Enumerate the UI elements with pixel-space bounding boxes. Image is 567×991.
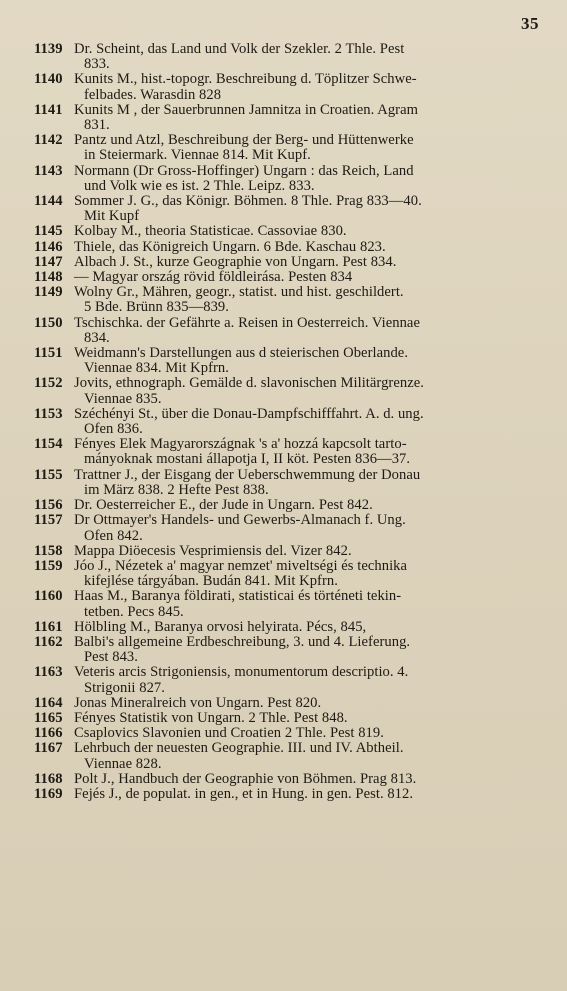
entry-number: 1143 <box>34 162 63 179</box>
entry-number: 1149 <box>34 284 63 301</box>
catalog-entry <box>34 741 541 771</box>
entry-line: Weidmann's Darstellungen aus d steierischen Oberlande. <box>74 345 409 362</box>
entry-number: 1139 <box>34 41 63 57</box>
entry-number: 1157 <box>34 512 63 529</box>
entry-text <box>74 376 541 406</box>
catalog-entry <box>34 194 541 224</box>
entry-line: Fényes Statistik von Ungarn. 2 Thle. Pest 848. <box>74 709 348 726</box>
entry-continuation-line: 834. <box>84 329 110 346</box>
entry-line: Fejés J., de populat. in gen., et in Hung. in gen. Pest. 812. <box>74 785 414 802</box>
entry-line: Dr Ottmayer's Handels- und Gewerbs-Almanach f. Ung. <box>74 512 406 529</box>
entry-text <box>74 164 541 194</box>
catalog-entry <box>34 726 541 741</box>
catalog-entry <box>34 72 541 102</box>
entry-text <box>74 316 541 346</box>
entry-text <box>74 726 541 741</box>
catalog-entry <box>34 772 541 787</box>
entry-continuation-line: Viennae 828. <box>84 755 162 772</box>
entry-continuation-line: 833. <box>84 56 110 73</box>
entry-continuation-line: tetben. Pecs 845. <box>84 603 184 620</box>
catalog-entry <box>34 437 541 467</box>
entry-number: 1158 <box>34 542 63 559</box>
entry-number: 1141 <box>34 101 63 118</box>
entry-continuation-line: 831. <box>84 117 110 134</box>
entry-number: 1146 <box>34 238 63 255</box>
entry-text <box>74 559 541 589</box>
entry-number: 1166 <box>34 725 63 742</box>
entry-number: 1160 <box>34 588 63 605</box>
entry-line: Dr. Scheint, das Land und Volk der Szekler. 2 Thle. Pest <box>74 41 405 57</box>
catalog-entry <box>34 787 541 802</box>
entry-text <box>74 787 541 802</box>
entry-text <box>74 635 541 665</box>
page-number: 35 <box>521 14 539 33</box>
entry-text <box>74 255 541 270</box>
entry-continuation-line: kifejlése tárgyában. Budán 841. Mit Kpfrn. <box>84 573 338 590</box>
catalog-entry <box>34 133 541 163</box>
entry-number: 1156 <box>34 497 63 514</box>
entry-number: 1163 <box>34 664 63 681</box>
entry-text <box>74 133 541 163</box>
catalog-entry <box>34 285 541 315</box>
entry-number: 1162 <box>34 633 63 650</box>
entry-line: Sommer J. G., das Königr. Böhmen. 8 Thle. Prag 833—40. <box>74 193 422 210</box>
entry-continuation-line: Ofen 842. <box>84 527 143 544</box>
entry-number: 1169 <box>34 785 63 802</box>
entry-number: 1167 <box>34 740 63 757</box>
entry-line: Thiele, das Königreich Ungarn. 6 Bde. Kaschau 823. <box>74 238 386 255</box>
catalog-entry <box>34 255 541 270</box>
entry-continuation-line: in Steiermark. Viennae 814. Mit Kupf. <box>84 147 311 164</box>
entry-number: 1164 <box>34 694 63 711</box>
entry-text <box>74 346 541 376</box>
entry-text <box>74 103 541 133</box>
entry-continuation-line: Ofen 836. <box>84 421 143 438</box>
entry-text <box>74 741 541 771</box>
entry-number: 1153 <box>34 405 63 422</box>
entry-continuation-line: Mit Kupf <box>84 208 140 225</box>
entry-line: Veteris arcis Strigoniensis, monumentorum descriptio. 4. <box>74 664 409 681</box>
catalog-entry <box>34 559 541 589</box>
entry-continuation-line: Viennae 835. <box>84 390 162 407</box>
entry-text <box>74 437 541 467</box>
entry-continuation-line: 5 Bde. Brünn 835—839. <box>84 299 229 316</box>
entry-text <box>74 194 541 224</box>
entry-line: Kunits M , der Sauerbrunnen Jamnitza in Croatien. Agram <box>74 101 419 118</box>
entry-text <box>74 270 541 285</box>
entry-line: Lehrbuch der neuesten Geographie. III. und IV. Abtheil. <box>74 740 404 757</box>
entry-continuation-line: im März 838. 2 Hefte Pest 838. <box>84 481 269 498</box>
entry-line: Normann (Dr Gross-Hoffinger) Ungarn : das Reich, Land <box>74 162 414 179</box>
entry-line: Dr. Oesterreicher E., der Jude in Ungarn. Pest 842. <box>74 497 373 514</box>
entry-text <box>74 513 541 543</box>
entry-continuation-line: und Volk wie es ist. 2 Thle. Leipz. 833. <box>84 177 315 194</box>
catalog-entry <box>34 103 541 133</box>
entry-line: Széchényi St., über die Donau-Dampfschifffahrt. A. d. ung. <box>74 405 424 422</box>
entry-text <box>74 498 541 513</box>
catalog-entry <box>34 544 541 559</box>
entry-line: Wolny Gr., Mähren, geogr., statist. und hist. geschildert. <box>74 284 404 301</box>
entry-line: Jovits, ethnograph. Gemälde d. slavonischen Militärgrenze. <box>74 375 424 392</box>
catalog-entry <box>34 620 541 635</box>
entry-line: Polt J., Handbuch der Geographie von Böhmen. Prag 813. <box>74 770 417 787</box>
entry-number: 1161 <box>34 618 63 635</box>
entry-number: 1150 <box>34 314 63 331</box>
catalog-entry <box>34 316 541 346</box>
entry-line: Balbi's allgemeine Erdbeschreibung, 3. und 4. Lieferung. <box>74 633 411 650</box>
catalog-entry <box>34 407 541 437</box>
entry-line: Csaplovics Slavonien und Croatien 2 Thle. Pest 819. <box>74 725 384 742</box>
entry-text <box>74 72 541 102</box>
entry-number: 1159 <box>34 557 63 574</box>
entry-number: 1168 <box>34 770 63 787</box>
catalog-entry <box>34 498 541 513</box>
entry-text <box>74 407 541 437</box>
catalog-entry <box>34 635 541 665</box>
entry-number: 1151 <box>34 345 63 362</box>
catalog-entry <box>34 224 541 239</box>
entry-text <box>74 224 541 239</box>
entry-text <box>74 696 541 711</box>
entry-text <box>74 711 541 726</box>
catalog-entry <box>34 376 541 406</box>
entry-text <box>74 285 541 315</box>
catalog-entry <box>34 270 541 285</box>
entry-number: 1145 <box>34 223 63 240</box>
catalog-entry <box>34 164 541 194</box>
entry-number: 1147 <box>34 253 63 270</box>
catalog-entry <box>34 346 541 376</box>
catalog-entry <box>34 240 541 255</box>
entry-text <box>74 665 541 695</box>
entry-list <box>34 42 541 802</box>
entry-text <box>74 468 541 498</box>
catalog-entry <box>34 696 541 711</box>
entry-line: Fényes Elek Magyarországnak 's a' hozzá kapcsolt tarto- <box>74 436 407 453</box>
entry-line: Haas M., Baranya földirati, statisticai és történeti tekin- <box>74 588 402 605</box>
entry-line: Kolbay M., theoria Statisticae. Cassoviae 830. <box>74 223 347 240</box>
entry-number: 1148 <box>34 269 63 286</box>
catalog-entry <box>34 42 541 72</box>
entry-text <box>74 772 541 787</box>
entry-number: 1154 <box>34 436 63 453</box>
catalog-entry <box>34 665 541 695</box>
entry-line: Albach J. St., kurze Geographie von Ungarn. Pest 834. <box>74 253 397 270</box>
catalog-entry <box>34 711 541 726</box>
entry-number: 1140 <box>34 71 63 88</box>
entry-line: Trattner J., der Eisgang der Ueberschwemmung der Donau <box>74 466 421 483</box>
entry-line: — Magyar ország rövid földleirása. Pesten 834 <box>74 269 353 286</box>
entry-number: 1155 <box>34 466 63 483</box>
entry-continuation-line: Viennae 834. Mit Kpfrn. <box>84 360 229 377</box>
entry-text <box>74 589 541 619</box>
entry-continuation-line: felbades. Warasdin 828 <box>84 86 222 103</box>
entry-line: Hölbling M., Baranya orvosi helyirata. Pécs, 845, <box>74 618 367 635</box>
entry-number: 1165 <box>34 709 63 726</box>
catalog-entry <box>34 468 541 498</box>
entry-line: Mappa Diöecesis Vesprimiensis del. Vizer 842. <box>74 542 352 559</box>
entry-line: Kunits M., hist.-topogr. Beschreibung d. Töplitzer Schwe- <box>74 71 417 88</box>
entry-number: 1144 <box>34 193 63 210</box>
entry-text <box>74 240 541 255</box>
catalog-entry <box>34 513 541 543</box>
entry-text <box>74 42 541 72</box>
entry-line: Pantz und Atzl, Beschreibung der Berg- und Hüttenwerke <box>74 132 414 149</box>
entry-continuation-line: Pest 843. <box>84 649 138 666</box>
entry-text <box>74 544 541 559</box>
entry-text <box>74 620 541 635</box>
entry-number: 1152 <box>34 375 63 392</box>
entry-continuation-line: Strigonii 827. <box>84 679 165 696</box>
entry-line: Tschischka. der Gefährte a. Reisen in Oesterreich. Viennae <box>74 314 420 331</box>
entry-line: Jonas Mineralreich von Ungarn. Pest 820. <box>74 694 322 711</box>
entry-number: 1142 <box>34 132 63 149</box>
entry-continuation-line: mányoknak mostani állapotja I, II köt. Pesten 836—37. <box>84 451 411 468</box>
catalog-entry <box>34 589 541 619</box>
entry-line: Jóo J., Nézetek a' magyar nemzet' miveltségi és technika <box>74 557 408 574</box>
